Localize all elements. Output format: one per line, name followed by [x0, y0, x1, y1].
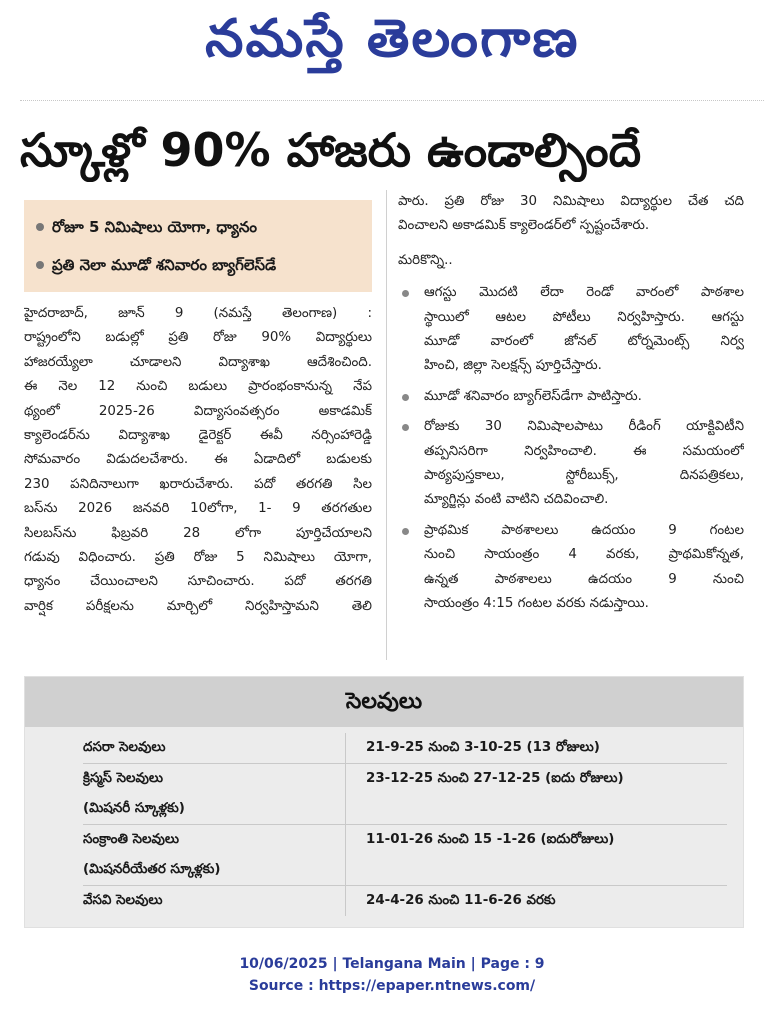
text-line: వార్షిక పరీక్షలను మార్చిలో నిర్వహిస్తామని తెలి	[24, 598, 372, 614]
footer-date-line: 10/06/2025 | Telangana Main | Page : 9	[239, 956, 545, 972]
holiday-name: సంక్రాంతి సెలవులు	[83, 832, 179, 847]
text-line: ఆగస్టు మొదటి లేదా రెండో వారంలో పాఠశాల	[424, 285, 744, 301]
sub-heading: మరికొన్ని..	[398, 252, 453, 268]
holiday-name: క్రిస్మస్ సెలవులు	[83, 771, 163, 786]
table-separator	[345, 764, 346, 794]
text-line: బస్‌ను 2026 జనవరి 10లోగా, 1- 9 తరగతుల	[24, 501, 372, 517]
text-line: మ్యాగ్జిన్లు వంటి వాటిని చదివించాలి.	[424, 492, 609, 508]
text-line: ఉన్నత పాఠశాలలు ఉదయం 9 నుంచి	[424, 571, 744, 587]
holidays-title: సెలవులు	[25, 677, 743, 727]
text-line: పాఠ్యపుస్తకాలు, స్టోరీబుక్స్, దినపత్రికలు,	[424, 468, 744, 484]
text-line: సిలబస్‌ను ఫిబ్రవరి 28 లోగా పూర్తిచేయాలని	[24, 525, 372, 541]
holiday-name: (మిషనరీయేతర స్కూళ్లకు)	[83, 862, 221, 877]
text-line: సాయంత్రం 4:15 గంటల వరకు నడుస్తాయి.	[424, 596, 649, 612]
holiday-row	[83, 764, 727, 794]
table-separator	[345, 886, 346, 916]
text-line: మూడో శనివారం బ్యాగ్‌లెస్‌డేగా పాటిస్తారు.	[424, 388, 642, 404]
column-divider	[386, 190, 387, 660]
article-body-right	[398, 190, 744, 623]
text-line: పారు. ప్రతి రోజు 30 నిమిషాలు విద్యార్థుల చేత చది	[398, 194, 744, 209]
article-body-left	[24, 302, 372, 619]
text-line: ధ్యానం చేయించాలని సూచించారు. పదో తరగతి	[24, 574, 372, 590]
text-line: మూడో వారంలో జోనల్ టోర్నమెంట్స్ నిర్వ	[424, 334, 744, 350]
text-line: రాష్ట్రంలోని బడుల్లో ప్రతి రోజు 90% విద్యార్థులు	[24, 330, 372, 346]
text-line: సోమవారం విడుదలచేశారు. ఈ ఏడాదిలో బడులకు	[24, 452, 372, 468]
table-separator	[345, 733, 346, 763]
bullet-icon	[36, 223, 44, 231]
highlight-item: ప్రతి నెలా మూడో శనివారం బ్యాగ్‌లెస్‌డే	[30, 246, 366, 284]
holiday-dates: 23-12-25 నుంచి 27-12-25 (ఐదు రోజులు)	[366, 771, 624, 786]
holiday-row	[83, 886, 727, 916]
holiday-name: దసరా సెలవులు	[83, 740, 166, 755]
bullet-icon	[402, 424, 409, 431]
bullet-item	[398, 519, 744, 617]
bullet-item	[398, 385, 744, 409]
highlights-box	[24, 200, 372, 292]
holiday-dates	[366, 855, 727, 885]
holiday-name: (మిషనరీ స్కూళ్లకు)	[83, 801, 185, 816]
table-separator	[345, 794, 346, 824]
text-line: 230 పనిదినాలుగా ఖరారుచేశారు. పదో తరగతి సిల	[24, 476, 372, 492]
text-line: ప్రాథమిక పాఠశాలలు ఉదయం 9 గంటల	[424, 522, 744, 538]
top-divider	[20, 100, 764, 101]
holidays-table	[25, 733, 745, 916]
bullet-list	[398, 281, 744, 616]
text-line: హించి, జిల్లా సెలక్షన్స్ పూర్తిచేస్తారు.	[424, 358, 602, 374]
text-line: హైదరాబాద్, జూన్ 9 (నమస్తే తెలంగాణ) :	[24, 306, 372, 321]
bullet-item	[398, 281, 744, 379]
bullet-item	[398, 415, 744, 513]
highlight-item: రోజూ 5 నిమిషాలు యోగా, ధ్యానం	[30, 208, 366, 246]
right-intro	[398, 190, 744, 239]
holiday-row	[83, 733, 727, 764]
bullet-icon	[36, 261, 44, 269]
text-line: ఈ నెల 12 నుంచి బడులు ప్రారంభంకానున్న నేప	[24, 379, 372, 395]
text-line: స్థాయిలో ఆటల పోటీలు నిర్వహిస్తారు. ఆగస్టు	[424, 309, 744, 325]
bullet-icon	[402, 528, 409, 535]
newspaper-logo: నమస్తే తెలంగాణ	[204, 9, 580, 69]
bullet-icon	[402, 394, 409, 401]
holidays-box	[24, 676, 744, 928]
text-line: హాజరయ్యేలా చూడాలని విద్యాశాఖ ఆదేశించింది.	[24, 354, 372, 370]
text-line: థ్యంలో 2025-26 విద్యాసంవత్సరం అకాడమిక్	[24, 403, 372, 419]
masthead	[0, 4, 784, 82]
holiday-name: వేసవి సెలవులు	[83, 893, 163, 908]
text-line: తప్పనిసరిగా నిర్వహించాలి. ఈ సమయంలో	[424, 443, 744, 459]
holiday-row	[83, 855, 727, 886]
holiday-row	[83, 794, 727, 825]
article-headline: స్కూళ్లో 90% హాజరు ఉండాల్సిందే	[20, 123, 642, 177]
footer-source-line: Source : https://epaper.ntnews.com/	[248, 978, 536, 994]
text-line: క్యాలెండర్‌ను విద్యాశాఖ డైరెక్టర్ ఈవీ నర్సింహారెడ్డి	[24, 428, 372, 444]
bullet-icon	[402, 290, 409, 297]
text-line: వించాలని అకాడమిక్ క్యాలెండర్‌లో స్పష్టంచేశారు.	[398, 218, 650, 234]
table-separator	[345, 855, 346, 885]
text-line: గడువు విధించారు. ప్రతి రోజు 5 నిమిషాలు యోగా,	[24, 550, 372, 566]
holiday-dates: 11-01-26 నుంచి 15 -1-26 (ఐదురోజులు)	[366, 832, 615, 847]
text-line: రోజుకు 30 నిమిషాలపాటు రీడింగ్ యాక్టివిటీని	[424, 419, 744, 435]
holiday-dates	[366, 794, 727, 824]
text-line: నుంచి సాయంత్రం 4 వరకు, ప్రాథమికోన్నత,	[424, 547, 744, 563]
holiday-dates: 21-9-25 నుంచి 3-10-25 (13 రోజులు)	[366, 740, 600, 755]
holiday-dates: 24-4-26 నుంచి 11-6-26 వరకు	[366, 893, 556, 908]
holiday-row	[83, 825, 727, 855]
table-separator	[345, 825, 346, 855]
